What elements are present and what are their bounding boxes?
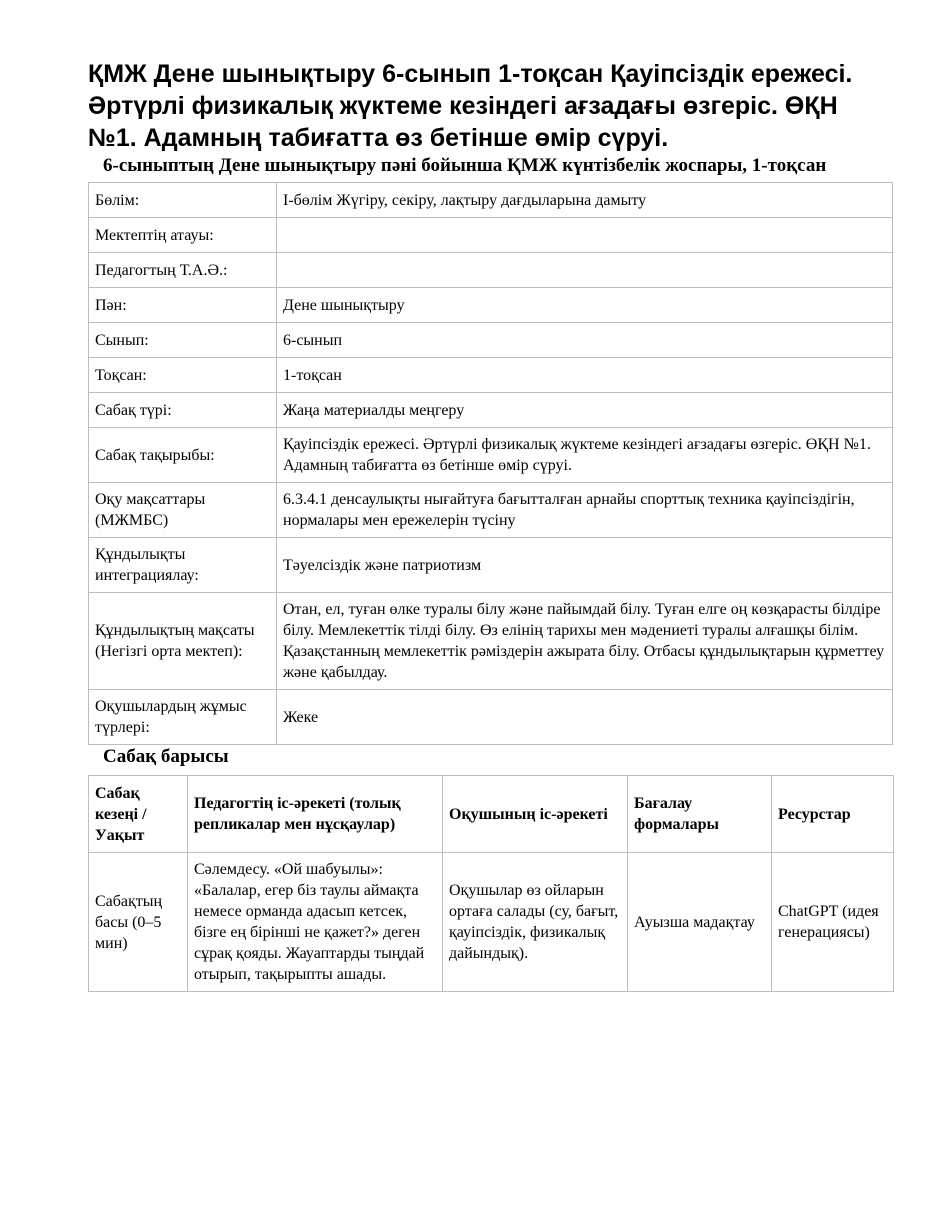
info-value: 6.3.4.1 денсаулықты нығайтуға бағытталған арнайы спорттық техника қауіпсіздігін, нормалары мен ережелерін түсіну (277, 483, 893, 538)
lesson-cell: Сәлемдесу. «Ой шабуылы»: «Балалар, егер біз таулы аймақта немесе орманда адасып кетсек, бізге ең бірінші не қажет?» деген сұрақ қояды. Жауаптарды тыңдай отырып, тақырыпты ашады. (188, 853, 443, 992)
info-value: Қауіпсіздік ережесі. Әртүрлі физикалық жүктеме кезіндегі ағзадағы өзгеріс. ӨҚН №1. Адамның табиғатта өз бетінше өмір сүруі. (277, 428, 893, 483)
lesson-cell: ChatGPT (идея генерациясы) (772, 853, 894, 992)
info-row (89, 253, 893, 288)
info-row (89, 323, 893, 358)
info-row (89, 538, 893, 593)
lesson-row (89, 853, 894, 992)
lesson-cell: Ауызша мадақтау (628, 853, 772, 992)
info-label: Сабақ тақырыбы: (89, 428, 277, 483)
info-row (89, 483, 893, 538)
lesson-heading: Сабақ барысы (103, 746, 229, 767)
lesson-column-header: Бағалау формалары (628, 776, 772, 853)
info-row (89, 218, 893, 253)
info-label: Сынып: (89, 323, 277, 358)
info-value: Жаңа материалды меңгеру (277, 393, 893, 428)
info-label: Оқушылардың жұмыс түрлері: (89, 690, 277, 745)
info-row (89, 288, 893, 323)
info-label: Бөлім: (89, 183, 277, 218)
info-value: Отан, ел, туған өлке туралы білу және пайымдай білу. Туған елге оң көзқарасты білдіре білу. Мемлекеттік тілді білу. Өз елінің тарихы мен мәдениеті туралы алғашқы білім. Қазақстанның мемлекеттік рәміздерін ажырата білу. Отбасы құндылықтарын құрметтеу және қабылдау. (277, 593, 893, 690)
info-table (88, 182, 893, 745)
lesson-cell: Оқушылар өз ойларын ортаға салады (су, бағыт, қауіпсіздік, физикалық дайындық). (443, 853, 628, 992)
info-value (277, 253, 893, 288)
info-label: Құндылықты интеграциялау: (89, 538, 277, 593)
info-value: 1-тоқсан (277, 358, 893, 393)
info-row (89, 183, 893, 218)
plan-heading: 6-сыныптың Дене шынықтыру пәні бойынша ҚМЖ күнтізбелік жоспары, 1-тоқсан (103, 155, 827, 176)
lesson-column-header: Ресурстар (772, 776, 894, 853)
info-value: Тәуелсіздік және патриотизм (277, 538, 893, 593)
info-label: Тоқсан: (89, 358, 277, 393)
info-row (89, 428, 893, 483)
lesson-cell: Сабақтың басы (0–5 мин) (89, 853, 188, 992)
info-row (89, 393, 893, 428)
info-row (89, 690, 893, 745)
info-value (277, 218, 893, 253)
info-label: Мектептің атауы: (89, 218, 277, 253)
info-value: Дене шынықтыру (277, 288, 893, 323)
lesson-header-row (89, 776, 894, 853)
lesson-table (88, 775, 894, 992)
info-label: Оқу мақсаттары (МЖМБС) (89, 483, 277, 538)
document-page (88, 58, 893, 992)
info-row (89, 593, 893, 690)
lesson-column-header: Сабақ кезеңі / Уақыт (89, 776, 188, 853)
info-label: Пән: (89, 288, 277, 323)
info-value: 6-сынып (277, 323, 893, 358)
info-value: Жеке (277, 690, 893, 745)
info-label: Сабақ түрі: (89, 393, 277, 428)
info-row (89, 358, 893, 393)
document-title: ҚМЖ Дене шынықтыру 6-сынып 1-тоқсан Қауіпсіздік ережесі. Әртүрлі физикалық жүктеме кезіндегі ағзадағы өзгеріс. ӨҚН №1. Адамның табиғатта өз бетінше өмір сүруі. (88, 60, 853, 152)
info-value: І-бөлім Жүгіру, секіру, лақтыру дағдыларына дамыту (277, 183, 893, 218)
lesson-column-header: Оқушының іс-әрекеті (443, 776, 628, 853)
lesson-column-header: Педагогтің іс-әрекеті (толық репликалар мен нұсқаулар) (188, 776, 443, 853)
info-label: Құндылықтың мақсаты (Негізгі орта мектеп): (89, 593, 277, 690)
info-label: Педагогтың Т.А.Ә.: (89, 253, 277, 288)
